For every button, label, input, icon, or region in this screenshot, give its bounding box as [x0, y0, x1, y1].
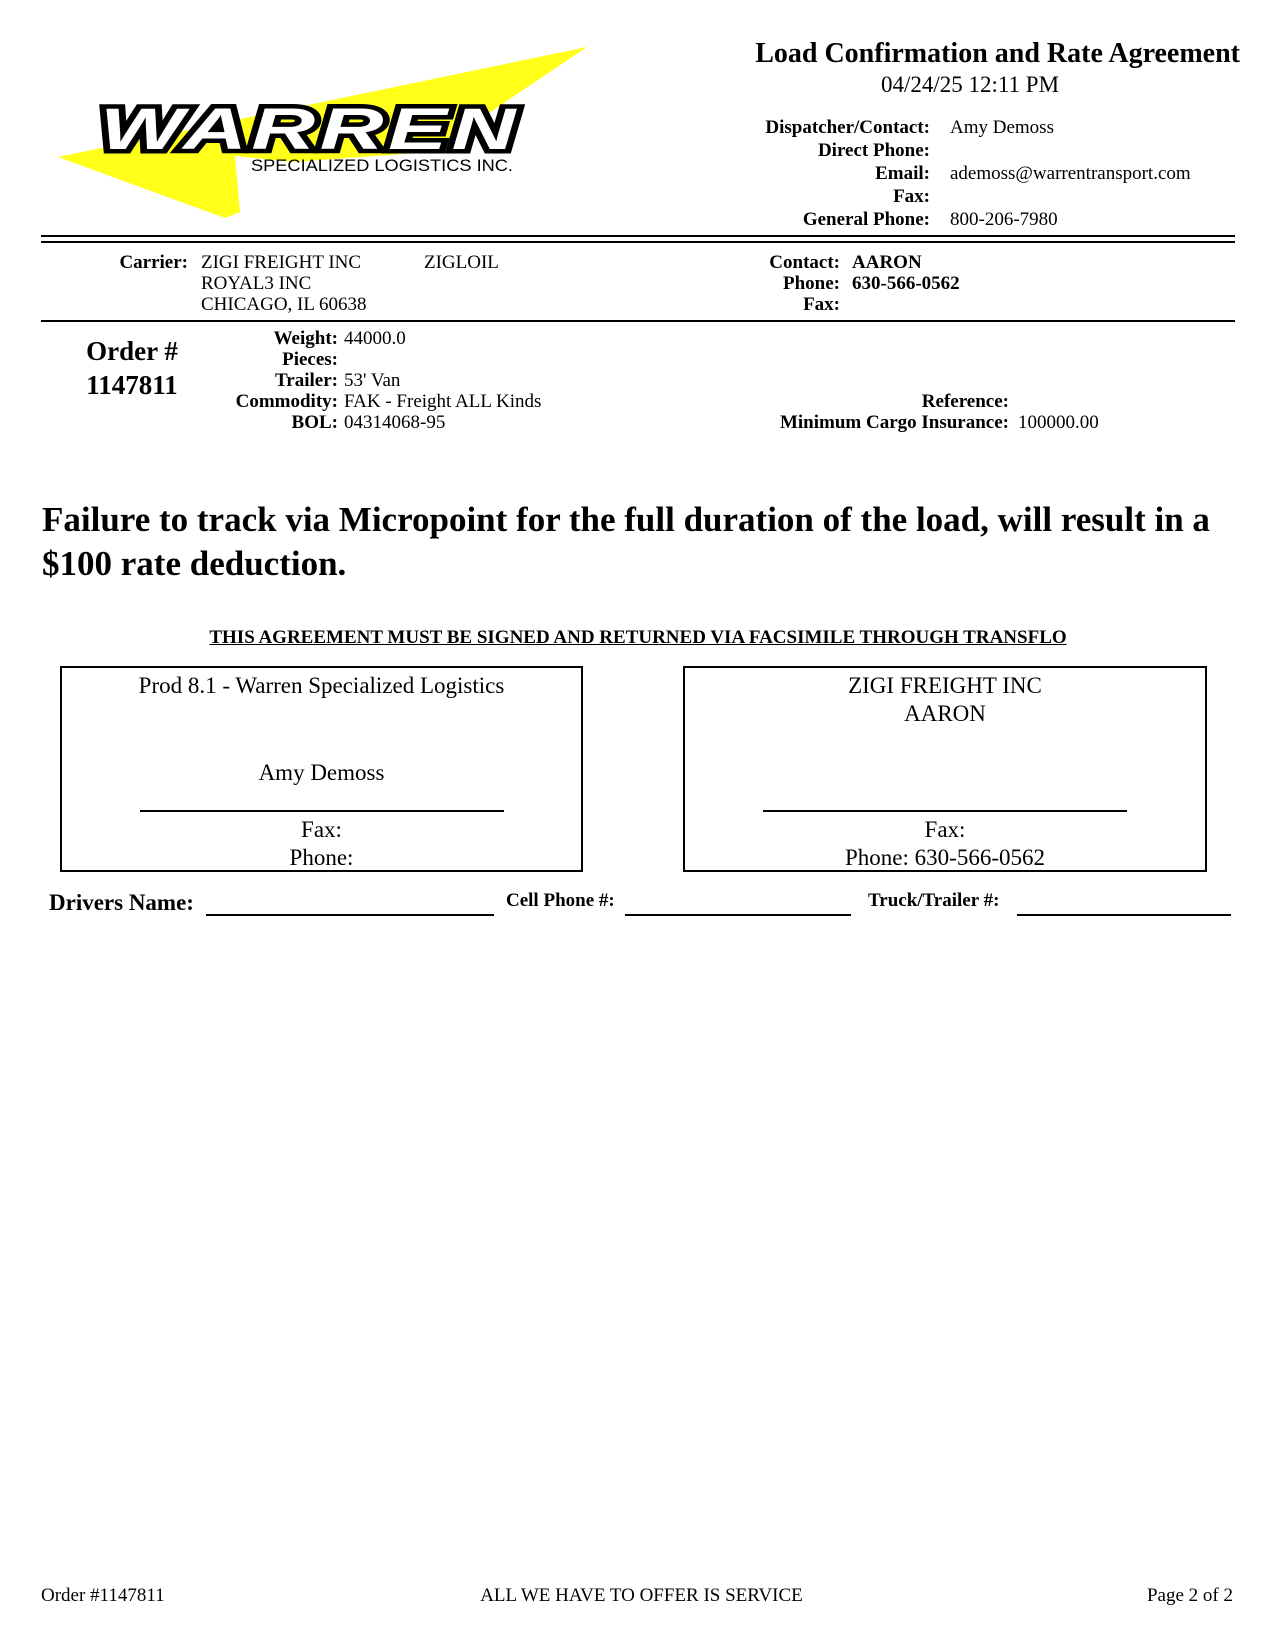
carrier-contact-value: AARON: [852, 252, 922, 273]
weight-label: Weight:: [273, 328, 338, 349]
truck-trailer-field[interactable]: [1017, 888, 1231, 916]
carrier-sig-contact: AARON: [904, 701, 986, 726]
order-label: Order #: [86, 336, 178, 366]
commodity-value: FAK - Freight ALL Kinds: [344, 391, 542, 412]
fax-label: Fax:: [893, 186, 930, 207]
drivers-name-field[interactable]: [206, 888, 494, 916]
carrier-code: ZIGLOIL: [424, 252, 499, 273]
min-cargo-insurance-label: Minimum Cargo Insurance:: [779, 412, 1009, 433]
shipper-company: Prod 8.1 - Warren Specialized Logistics: [138, 673, 505, 698]
carrier-divider: [41, 320, 1235, 322]
carrier-sig-phone: Phone: 630-566-0562: [845, 845, 1045, 870]
email-value: ademoss@warrentransport.com: [950, 163, 1191, 184]
dispatcher-value: Amy Demoss: [950, 117, 1054, 138]
bol-value: 04314068-95: [344, 412, 446, 433]
shipper-phone: Phone:: [289, 845, 354, 870]
logo-subtitle: SPECIALIZED LOGISTICS INC.: [251, 156, 513, 175]
cell-phone-field[interactable]: [625, 888, 851, 916]
truck-trailer-label: Truck/Trailer #:: [868, 890, 1000, 911]
carrier-line3: CHICAGO, IL 60638: [201, 294, 367, 315]
logo-wordmark: WARREN: [100, 97, 520, 162]
carrier-name: ZIGI FREIGHT INC: [201, 252, 362, 273]
logo-graphic: [55, 42, 615, 227]
header-divider-top: [41, 235, 1235, 237]
signature-box-carrier: [683, 666, 1207, 872]
carrier-sig-fax: Fax:: [924, 817, 966, 842]
email-label: Email:: [875, 163, 930, 184]
general-phone-label: General Phone:: [802, 209, 930, 230]
carrier-fax-label: Fax:: [803, 294, 840, 315]
carrier-phone-label: Phone:: [783, 273, 840, 294]
carrier-contact-label: Contact:: [769, 252, 840, 273]
warren-logo: [55, 42, 615, 227]
carrier-line2: ROYAL3 INC: [201, 273, 312, 294]
dispatcher-label: Dispatcher/Contact:: [765, 117, 930, 138]
document-title: Load Confirmation and Rate Agreement: [755, 38, 1240, 69]
shipper-fax: Fax:: [301, 817, 342, 842]
document-datetime: 04/24/25 12:11 PM: [880, 72, 1060, 97]
weight-value: 44000.0: [344, 328, 406, 349]
order-number: 1147811: [86, 370, 178, 400]
carrier-signature-line[interactable]: [763, 810, 1127, 812]
carrier-sig-company: ZIGI FREIGHT INC: [848, 673, 1042, 698]
carrier-phone-value: 630-566-0562: [852, 273, 960, 294]
drivers-name-label: Drivers Name:: [49, 890, 194, 915]
commodity-label: Commodity:: [235, 391, 338, 412]
signature-box-shipper: [60, 666, 583, 872]
footer-page-number: Page 2 of 2: [1146, 1585, 1233, 1606]
trailer-label: Trailer:: [275, 370, 338, 391]
min-cargo-insurance-value: 100000.00: [1018, 412, 1099, 433]
header-divider-bottom: [41, 241, 1235, 243]
shipper-signature-line[interactable]: [140, 810, 504, 812]
footer-slogan: ALL WE HAVE TO OFFER IS SERVICE: [480, 1585, 803, 1606]
cell-phone-label: Cell Phone #:: [506, 890, 615, 911]
reference-label: Reference:: [921, 391, 1009, 412]
shipper-signer-name: Amy Demoss: [258, 760, 385, 785]
agreement-notice: THIS AGREEMENT MUST BE SIGNED AND RETURNED VIA FACSIMILE THROUGH TRANSFLO: [209, 627, 1067, 648]
direct-phone-label: Direct Phone:: [817, 140, 930, 161]
footer-order: Order #1147811: [41, 1585, 165, 1606]
trailer-value: 53' Van: [344, 370, 401, 391]
general-phone-value: 800-206-7980: [950, 209, 1058, 230]
micropoint-warning: Failure to track via Micropoint for the full duration of the load, will result in a $100 rate deduction.: [42, 500, 1210, 583]
carrier-label: Carrier:: [119, 252, 188, 273]
pieces-label: Pieces:: [282, 349, 338, 370]
bol-label: BOL:: [291, 412, 338, 433]
